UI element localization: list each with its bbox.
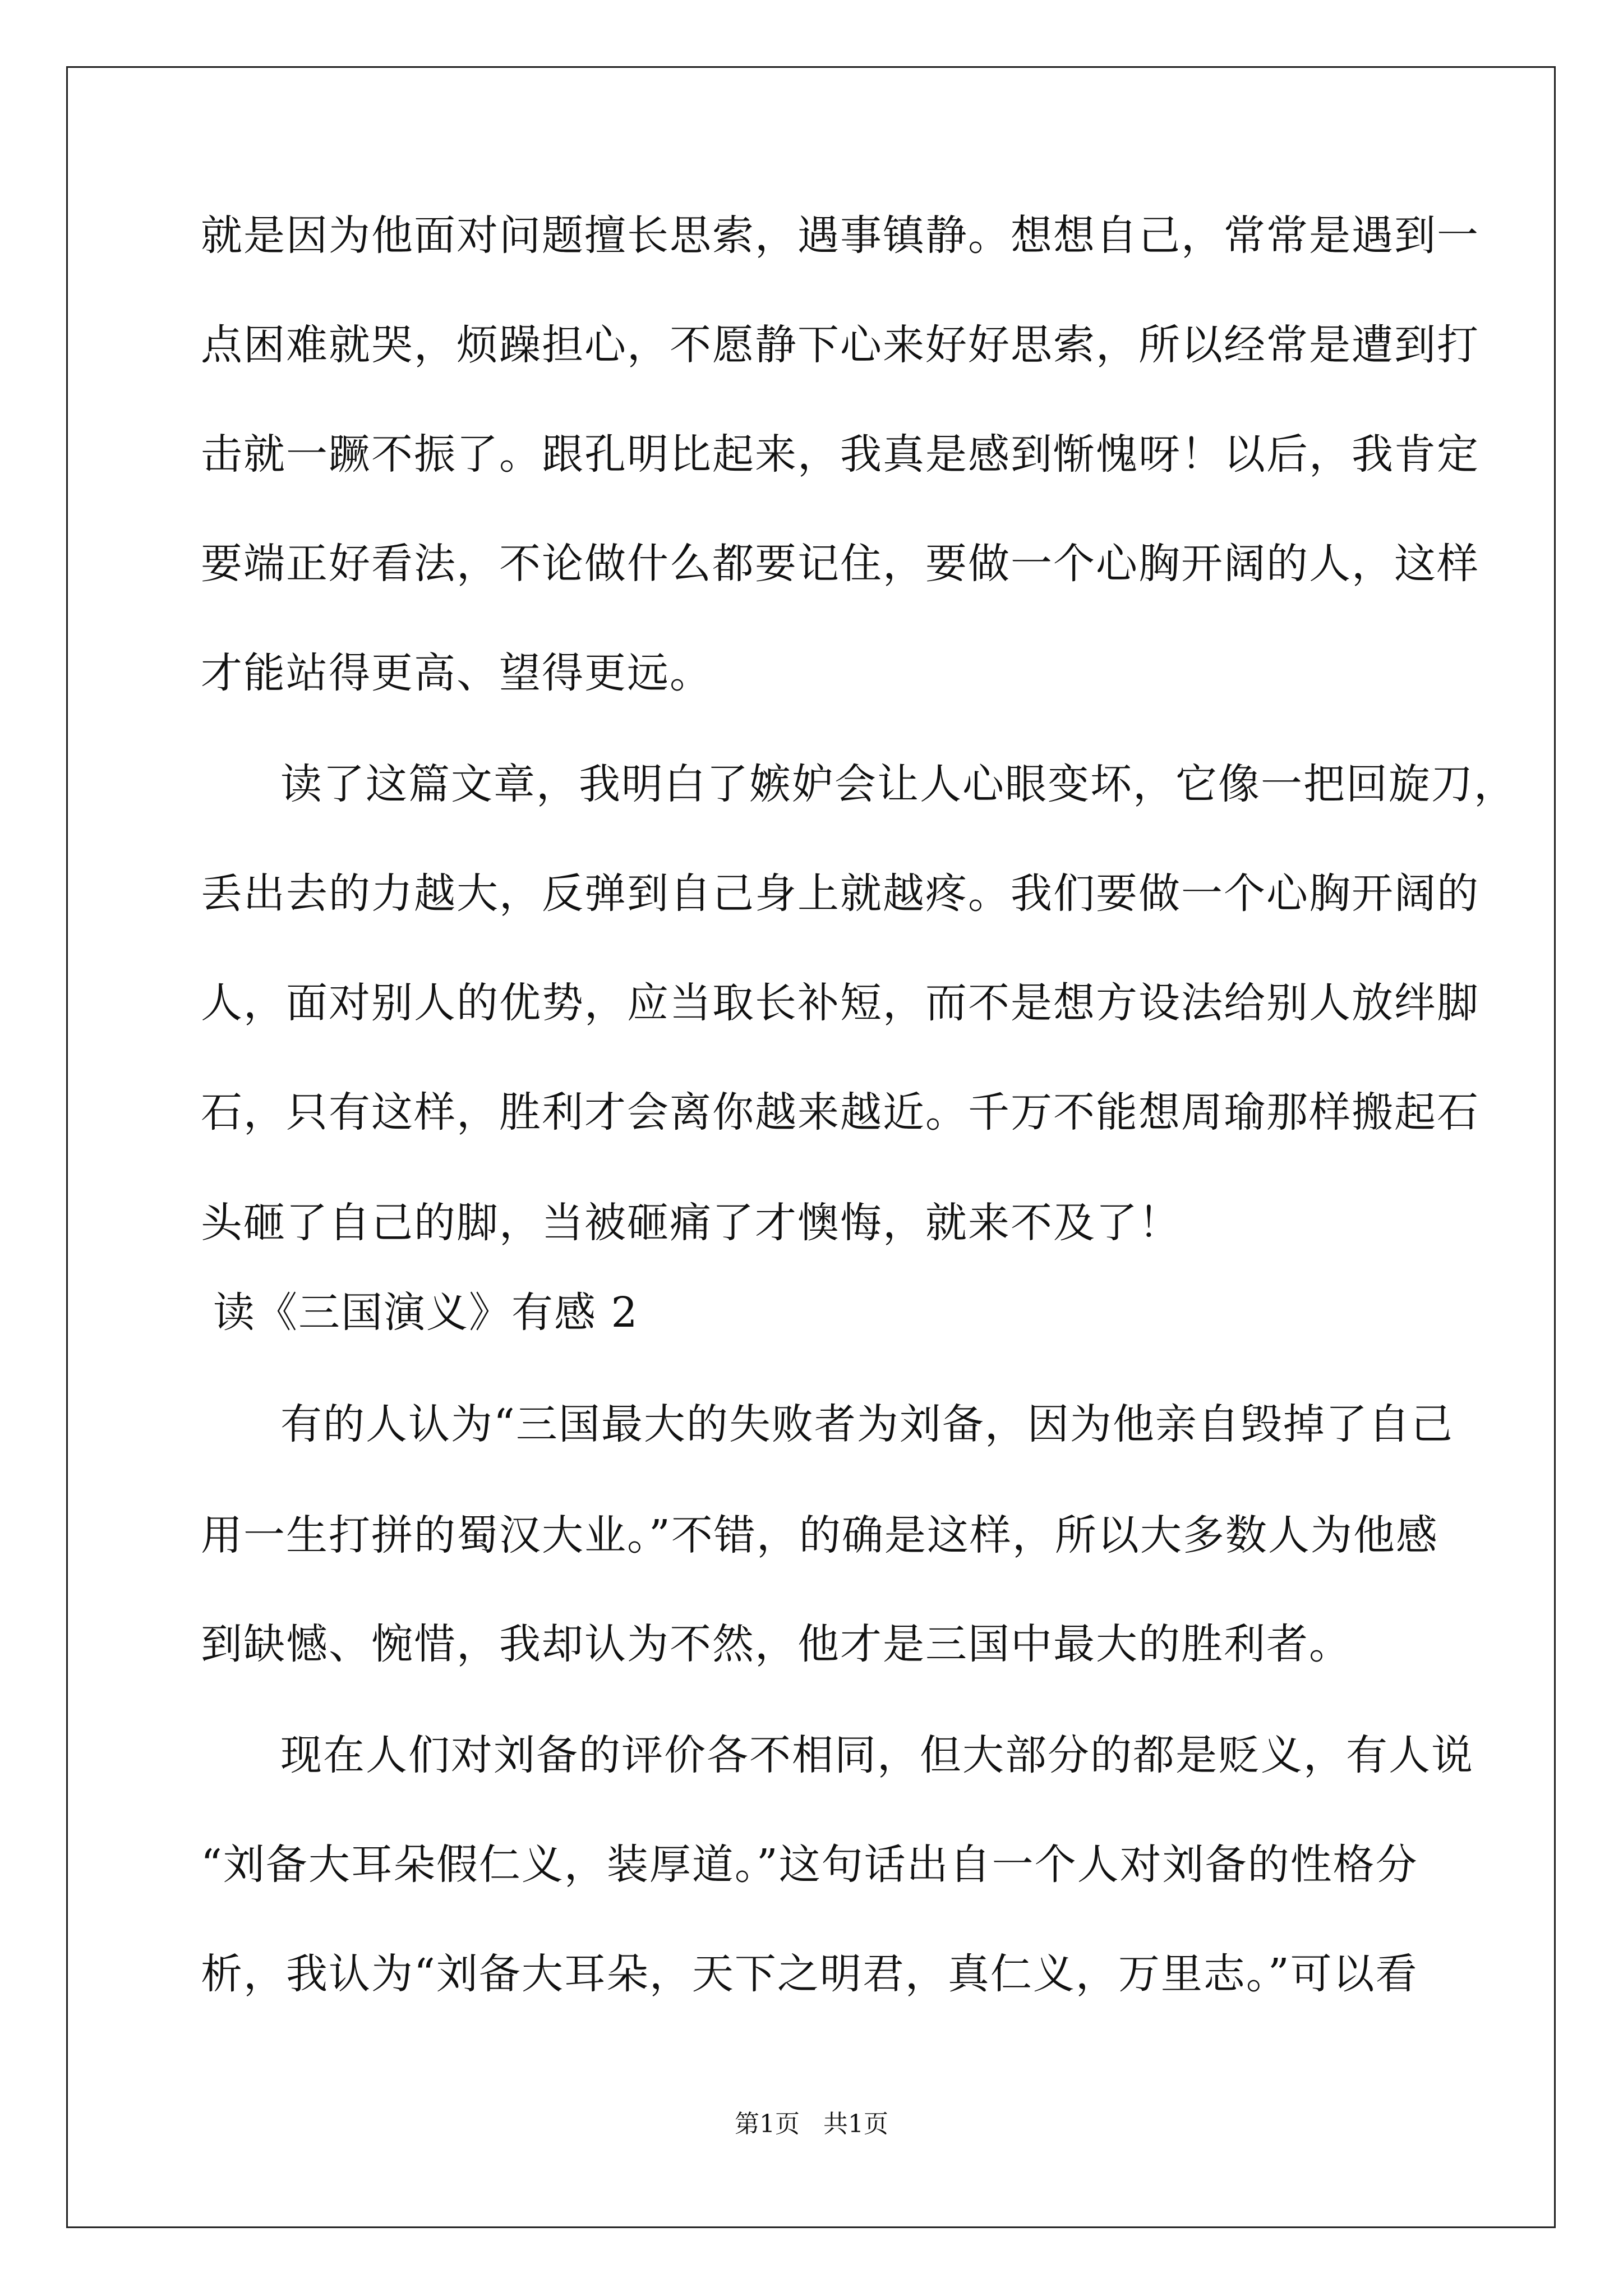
- text-line: 要端正好看法，不论做什么都要记住，要做一个心胸开阔的人，这样: [201, 540, 1479, 588]
- text-line: 人，面对别人的优势，应当取长补短，而不是想方设法给别人放绊脚: [201, 979, 1479, 1027]
- text-line: 到缺憾、惋惜，我却认为不然，他才是三国中最大的胜利者。: [201, 1620, 1352, 1668]
- text-line: “刘备大耳朵假仁义，装厚道。”这句话出自一个人对刘备的性格分: [201, 1841, 1418, 1889]
- text-line: 点困难就哭，烦躁担心，不愿静下心来好好思索，所以经常是遭到打: [201, 321, 1479, 369]
- text-line: 用一生打拼的蜀汉大业。”不错，的确是这样，所以大多数人为他感: [201, 1511, 1438, 1559]
- paragraph-first-line: 现在人们对刘备的评价各不相同，但大部分的都是贬义，有人说: [280, 1731, 1474, 1779]
- text-line: 头砸了自己的脚，当被砸痛了才懊悔，就来不及了！: [201, 1199, 1181, 1247]
- section-heading: 读《三国演义》有感 2: [213, 1289, 639, 1337]
- text-line: 击就一蹶不振了。跟孔明比起来，我真是感到惭愧呀！以后，我肯定: [201, 430, 1479, 478]
- text-line: 才能站得更高、望得更远。: [201, 649, 712, 697]
- page-footer: 第1页 共1页: [735, 2110, 888, 2138]
- paragraph-first-line: 有的人认为“三国最大的失败者为刘备，因为他亲自毁掉了自己: [280, 1400, 1454, 1448]
- page-border: [66, 66, 1556, 2228]
- text-line: 丢出去的力越大，反弹到自己身上就越疼。我们要做一个心胸开阔的: [201, 869, 1479, 918]
- text-line: 石，只有这样，胜利才会离你越来越近。千万不能想周瑜那样搬起石: [201, 1088, 1479, 1137]
- text-line: 析，我认为“刘备大耳朵，天下之明君，真仁义，万里志。”可以看: [201, 1950, 1418, 1998]
- paragraph-first-line: 读了这篇文章，我明白了嫉妒会让人心眼变坏，它像一把回旋刀，: [280, 760, 1516, 808]
- text-line: 就是因为他面对问题擅长思索，遇事镇静。想想自己，常常是遇到一: [201, 211, 1479, 260]
